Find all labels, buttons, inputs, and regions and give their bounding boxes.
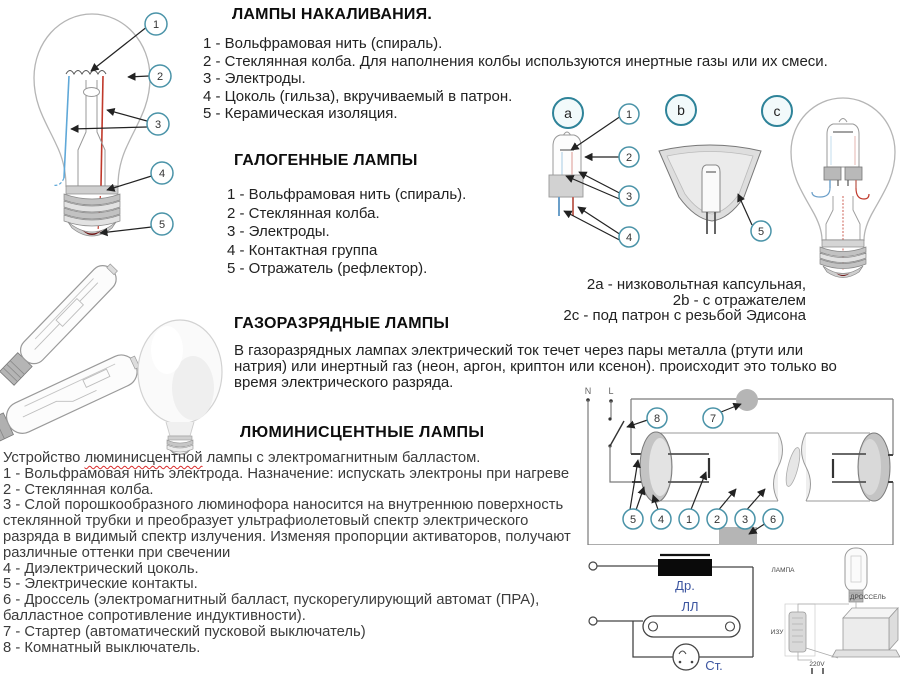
svg-text:7: 7 [709,413,717,425]
fluorescent-schematic [580,545,900,674]
fluorescent-heading: ЛЮМИНИСЦЕНТНЫЕ ЛАМПЫ [240,424,485,441]
caption-2a: 2a - низковольтная капсульная, [586,276,806,293]
ellipsoidal-lamp-photo [138,320,222,455]
schematic-circuit [589,555,753,673]
hid-lamp-photo [845,548,867,592]
terminal [589,562,597,570]
fluorescent-circuit-diagram [580,385,900,545]
list-item: 4 - Контактная группа [227,241,378,259]
list-item: 2 - Стеклянная колба. [3,481,154,498]
svg-text:5: 5 [629,514,637,526]
incandescent-bulb-diagram [0,0,230,250]
fluorescent-intro: Устройство люминисцентной лампы с электромагнитным балластом. [3,450,481,466]
ballast-kit-photo [771,548,900,674]
svg-text:c: c [773,103,781,119]
svg-text:2: 2 [713,514,721,526]
halogen-heading: ГАЛОГЕННЫЕ ЛАМПЫ [234,152,418,169]
svg-text:ЛЛ: ЛЛ [681,599,699,614]
svg-text:a: a [564,105,572,121]
switch-blade [610,421,624,446]
choke-photo [843,618,889,650]
list-item: 1 - Вольфрамовая нить (спираль). [227,186,467,203]
svg-text:3: 3 [625,191,633,203]
gas-discharge-paragraph: В газоразрядных лампах электрический ток течет через пары металла (ртути или натрия) или инертный газ (неон, аргон, криптон или ксенон). происходит это только во время электрического разряда. [234,342,837,392]
svg-text:2: 2 [625,152,633,164]
svg-text:2: 2 [156,71,164,83]
fluorescent-tube-cutaway [631,432,893,502]
list-item: 1 - Вольфрамовая нить (спираль). [203,35,443,52]
svg-text:1: 1 [625,109,633,121]
list-item: 6 - Дроссель (электромагнитный балласт, пускорегулирующий автомат (ПРА), балластное сопротивление индуктивности). [3,592,540,624]
svg-text:3: 3 [154,119,162,131]
svg-text:1: 1 [685,514,693,526]
starter-symbol [736,389,758,411]
list-item: 2 - Стеклянная колба. Для наполнения колбы используются инертные газы или их смеси. [203,52,828,70]
letter-badges [553,95,792,128]
blue-electrode-wire [64,76,69,178]
starter-circle-symbol [673,644,699,670]
svg-text:ИЗУ: ИЗУ [770,629,784,636]
svg-text:5: 5 [757,226,765,238]
svg-text:b: b [677,102,685,118]
svg-text:4: 4 [625,232,633,244]
svg-text:N: N [584,386,592,396]
svg-text:3: 3 [741,514,749,526]
list-item: 8 - Комнатный выключатель. [3,639,201,656]
list-item: 3 - Электроды. [203,70,306,88]
list-item: 5 - Электрические контакты. [3,576,198,593]
list-item: 7 - Стартер (автоматический пусковой выключатель) [3,623,366,640]
halogen-lamp-diagrams [540,90,900,290]
svg-text:4: 4 [657,514,665,526]
misspelled-word: люминисцентной [84,450,203,466]
terminal [589,617,597,625]
svg-text:1: 1 [152,19,160,31]
callout-badges [145,13,173,235]
caption-2c: 2c - под патрон с резьбой Эдисона [563,307,806,325]
list-item: 1 - Вольфрамовая нить электрода. Назначение: испускать электроны при нагреве [3,465,570,482]
svg-text:ЛАМПА: ЛАМПА [771,567,795,574]
list-item: 3 - Электроды. [227,223,330,241]
list-item: 5 - Отражатель (рефлектор). [227,260,428,278]
gas-discharge-heading: ГАЗОРАЗРЯДНЫЕ ЛАМПЫ [234,315,450,332]
bulb-drawing [34,14,150,236]
list-item: 5 - Керамическая изоляция. [203,105,398,123]
svg-text:5: 5 [158,219,166,231]
screw-base [64,186,120,236]
fluorescent-description [3,451,587,656]
list-item: 2 - Стеклянная колба. [227,204,380,222]
red-electrode-wire [101,76,103,186]
list-item: 3 - Слой порошкообразного люминофора наносится на внутреннюю поверхность стеклянной трубки и преобразует ультрафиолетовый спектр электрического разряда в видимый спектр излучения. Изменяя пропорции активаторов, получают различные оттенки при свечении [3,497,571,561]
svg-text:L: L [608,386,614,396]
svg-text:6: 6 [769,514,777,526]
svg-text:8: 8 [653,413,661,425]
halogen-parts-list [227,186,557,279]
incandescent-heading: ЛАМПЫ НАКАЛИВАНИЯ. [232,6,432,23]
svg-text:4: 4 [158,168,166,180]
ballast-symbol [719,527,757,545]
svg-text:Др.: Др. [675,578,695,593]
halogen-reflector-diagram [659,145,761,234]
svg-text:Ст.: Ст. [705,658,723,673]
filament [66,71,106,75]
halogen-edison-diagram [791,98,895,278]
choke-symbol [658,559,712,576]
list-item: 4 - Диэлектрический цоколь. [3,560,199,577]
caption-2b: 2b - с отражателем [672,291,806,309]
gas-discharge-lamp-photos [0,245,235,455]
svg-text:ДРОССЕЛЬ: ДРОССЕЛЬ [850,594,886,601]
svg-text:220V: 220V [809,661,825,668]
halogen-captions [540,277,806,324]
list-item: 4 - Цоколь (гильза), вкручиваемый в патрон. [203,87,513,105]
